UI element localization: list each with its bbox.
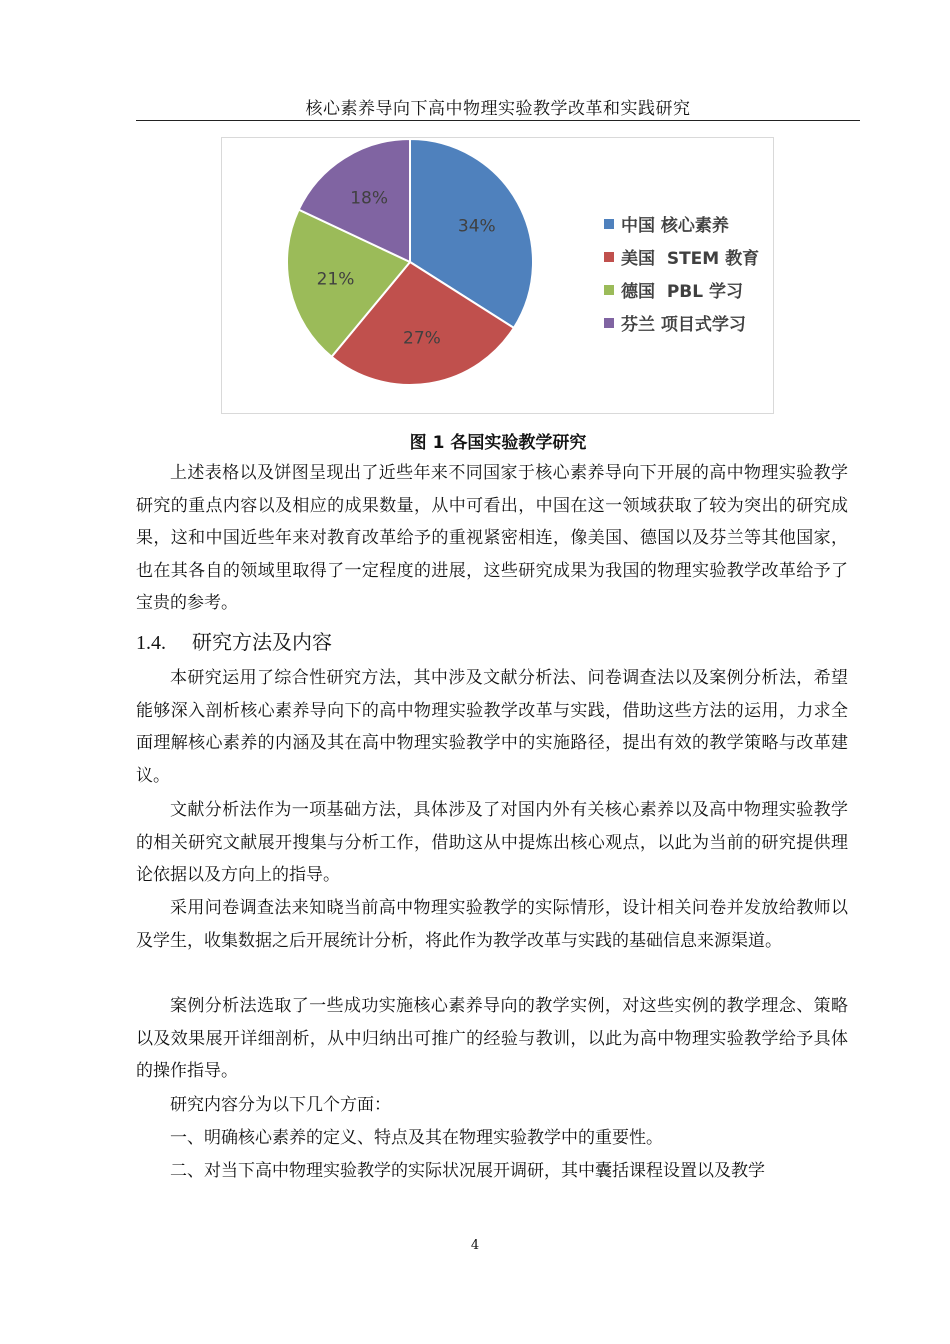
pie-chart-svg xyxy=(222,138,775,415)
section-title: 研究方法及内容 xyxy=(192,630,332,654)
legend-swatch-1 xyxy=(604,219,614,229)
legend-label-1: 中国 核心素养 xyxy=(621,216,729,236)
pie-data-label-3: 21% xyxy=(316,269,355,290)
legend-swatch-3 xyxy=(604,285,614,295)
running-header: 核心素养导向下高中物理实验教学改革和实践研究 xyxy=(305,99,691,119)
legend-swatch-2 xyxy=(604,252,614,262)
pie-data-label-2: 27% xyxy=(403,328,441,349)
legend-label-3: 德国 PBL 学习 xyxy=(621,282,744,302)
paragraph-literature: 文献分析法作为一项基础方法，具体涉及了对国内外有关核心素养以及高中物理实验教学的相关研究文献展开搜集与分析工作，借助这从中提炼出核心观点，以此为当前的研究提供理论依据以及方向上的指导。 xyxy=(136,800,848,885)
paragraph-survey: 采用问卷调查法来知晓当前高中物理实验教学的实际情形，设计相关问卷并发放给教师以及学生，收集数据之后开展统计分析，将此作为教学改革与实践的基础信息来源渠道。 xyxy=(136,898,848,951)
legend-swatch-4 xyxy=(604,318,614,328)
list-item-1: 一、明确核心素养的定义、特点及其在物理实验教学中的重要性。 xyxy=(170,1128,663,1148)
pie-chart xyxy=(221,137,774,414)
page-number: 4 xyxy=(470,1238,480,1253)
legend-label-2: 美国 STEM 教育 xyxy=(621,249,760,269)
pie-data-label-4: 18% xyxy=(350,188,389,209)
section-heading xyxy=(136,626,332,655)
legend-label-4: 芬兰 项目式学习 xyxy=(621,315,746,335)
section-number: 1.4. xyxy=(136,632,166,654)
figure-caption: 图 1 各国实验教学研究 xyxy=(409,433,587,453)
header-rule xyxy=(136,120,860,121)
paragraph-content-intro: 研究内容分为以下几个方面： xyxy=(170,1095,391,1115)
paragraph-case: 案例分析法选取了一些成功实施核心素养导向的教学实例，对这些实例的教学理念、策略以及效果展开详细剖析，从中归纳出可推广的经验与教训，以此为高中物理实验教学给予具体的操作指导。 xyxy=(136,996,848,1081)
paragraph-summary: 上述表格以及饼图呈现出了近些年来不同国家于核心素养导向下开展的高中物理实验教学研究的重点内容以及相应的成果数量，从中可看出，中国在这一领域获取了较为突出的研究成果，这和中国近些年来对教育改革给予的重视紧密相连，像美国、德国以及芬兰等其他国家，也在其各自的领域里取得了一定程度的进展，这些研究成果为我国的物理实验教学改革给予了宝贵的参考。 xyxy=(136,463,848,613)
paragraph-methods: 本研究运用了综合性研究方法，其中涉及文献分析法、问卷调查法以及案例分析法，希望能够深入剖析核心素养导向下的高中物理实验教学改革与实践，借助这些方法的运用，力求全面理解核心素养的内涵及其在高中物理实验教学中的实施路径，提出有效的教学策略与改革建议。 xyxy=(136,668,848,786)
pie-data-label-1: 34% xyxy=(457,216,496,237)
list-item-2: 二、对当下高中物理实验教学的实际状况展开调研，其中囊括课程设置以及教学 xyxy=(170,1161,765,1181)
